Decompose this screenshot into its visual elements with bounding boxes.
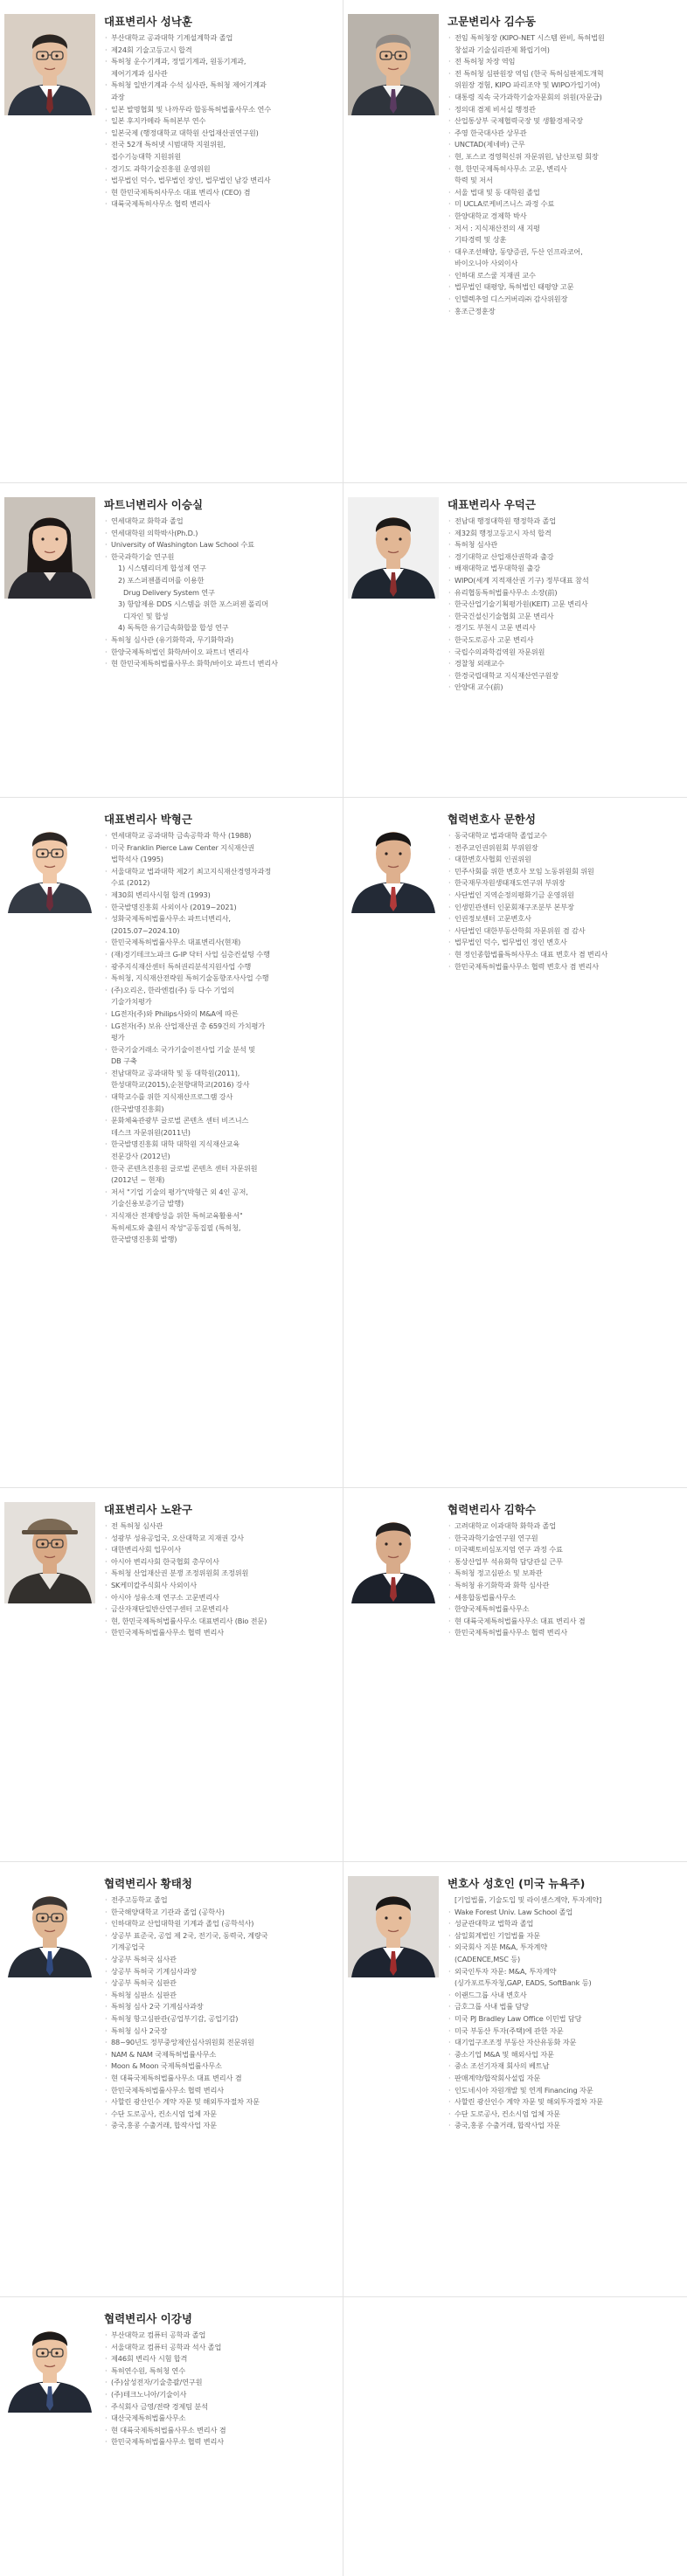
career-item: 4) 독특한 유기금속화합물 합성 연구 bbox=[118, 623, 229, 633]
career-item: · 특허청 심사 2국장 bbox=[104, 2025, 340, 2038]
career-item: · (주)테크노니아/기술이사 bbox=[104, 2389, 340, 2401]
career-item: · 중국,홍콩 수출거래, 합작사업 자문 bbox=[104, 2120, 340, 2132]
career-item: · (주)오리온, 한라엔컴(주) 등 다수 기업의 bbox=[104, 985, 340, 997]
career-item: · 연세대학교 공과대학 금속공학과 학사 (1988) bbox=[104, 830, 340, 842]
career-item: 과장 bbox=[111, 92, 125, 101]
profile-name: 대표변리사 성낙훈 bbox=[104, 15, 192, 28]
career-item: 기타경력 및 상훈 bbox=[455, 235, 507, 245]
career-list bbox=[104, 830, 340, 1246]
career-item: 바이오니아 사외이사 bbox=[455, 259, 518, 268]
profile-card bbox=[344, 0, 687, 482]
career-item: · 일본국제 (행정대학교 대학원 산업재산권연구원) bbox=[104, 128, 340, 140]
profile-card bbox=[0, 1488, 344, 1861]
career-item: · 현, 한민국제특허법률사무소 대표변리사 (Bio 전문) bbox=[104, 1616, 340, 1628]
career-item: · 특허청 항고심판관(공업부기감, 공업기감) bbox=[104, 2013, 340, 2025]
career-item: 디자인 및 합성 bbox=[123, 611, 169, 620]
career-item: · 법무법인 덕수, 법무법인 장인, 법무법인 남강 변리사 bbox=[104, 175, 340, 187]
profile-card bbox=[0, 798, 344, 1487]
career-item: · 특허청 산업재산권 분쟁 조정위원회 조정위원 bbox=[104, 1568, 340, 1580]
career-item: · 특허연수원, 특허청 연수 bbox=[104, 2365, 340, 2378]
career-item: · 중소기업 M&A 및 해외사업 자문 bbox=[448, 2049, 684, 2061]
career-item: · NAM & NAM 국제특허법률사무소 bbox=[104, 2049, 340, 2061]
career-item: · 인도네시아 자원개발 및 연계 Financing 자문 bbox=[448, 2085, 684, 2097]
career-item: · 현 대륙국제특허법률사무소 대표 변리사 겸 bbox=[448, 1616, 684, 1628]
career-item: 평가 bbox=[111, 1033, 125, 1042]
career-item: · 사단법인 지역순정의평화기금 운영위원 bbox=[448, 890, 684, 902]
career-item: · 제32회 행정고등고시 자석 합격 bbox=[448, 528, 684, 540]
career-item: · 제30회 변리사시험 합격 (1993) bbox=[104, 890, 340, 902]
profile-info bbox=[448, 497, 684, 694]
profile-info bbox=[104, 812, 340, 1246]
career-item: · 판매계약/합작회사설립 자문 bbox=[448, 2073, 684, 2085]
career-item: · 연세대학교 화학과 졸업 bbox=[104, 516, 340, 528]
career-item: · 현 대륙국제특허법률사무소 변리사 겸 bbox=[104, 2425, 340, 2437]
career-item: · 미국 Franklin Pierce Law Center 지식재산권 bbox=[104, 842, 340, 855]
career-item: · 인하대 로스쿨 지재권 교수 bbox=[448, 270, 684, 282]
career-item: · 세흥합동법률사무소 bbox=[448, 1592, 684, 1604]
career-item: · 미국 부동산 투자(주택)에 관한 자문 bbox=[448, 2025, 684, 2038]
career-item: · 전 특허청 심사관 bbox=[104, 1520, 340, 1533]
career-item: · 유리협동특허법률사무소 소장(前) bbox=[448, 587, 684, 599]
profile-name: 고문변리사 김수동 bbox=[448, 15, 536, 28]
career-item: · 인생민관센터 인문회재구조분부 본부장 bbox=[448, 902, 684, 914]
career-item: · 한경국립대학교 지식재산연구원장 bbox=[448, 670, 684, 682]
career-item: · 경기도 부천시 고문 변리사 bbox=[448, 622, 684, 634]
career-item: · 주영 한국대사관 상무관 bbox=[448, 128, 684, 140]
career-item: · 상공부 특허국 기계심사과장 bbox=[104, 1966, 340, 1978]
career-item: · 경기대학교 산업재산권학과 출강 bbox=[448, 551, 684, 564]
career-item: · 성균관대학교 법학과 졸업 bbox=[448, 1918, 684, 1930]
career-list bbox=[104, 2330, 340, 2448]
career-item: · 법무법인 태평양, 특허법인 태평양 고문 bbox=[448, 281, 684, 294]
career-item: (CADENCE,MSC 등) bbox=[455, 1954, 521, 1963]
profile-photo bbox=[4, 1502, 95, 1603]
career-item: · 전주교인권위원회 부위원장 bbox=[448, 842, 684, 855]
career-list bbox=[448, 1520, 684, 1639]
career-item: · 수단 도로공사, 컨소시엄 업체 자문 bbox=[448, 2109, 684, 2121]
career-item: · 한민국제특허법률사무소 협력 변호사 겸 변리사 bbox=[448, 961, 684, 973]
career-item: · 대한변호사협회 인권위원 bbox=[448, 854, 684, 866]
career-item: 위원장 경험, KIPO 파리조약 및 WIPO가입기여) bbox=[455, 80, 600, 90]
career-item: 한성대학교(2015),순천향대학교(2016) 강사 bbox=[111, 1080, 250, 1090]
career-item: · 산업통상부 국제협력국장 및 생활경제국장 bbox=[448, 115, 684, 128]
career-item: · 한국도로공사 고문 변리사 bbox=[448, 634, 684, 647]
career-item: · 한국발명진흥회 사외이사 (2019~2021) bbox=[104, 902, 340, 914]
career-item: · 한국재무자원생태재도연구위 부위장 bbox=[448, 877, 684, 890]
career-item: · 지식재산 전재방성을 위한 특허교육활용서" bbox=[104, 1210, 340, 1222]
career-item: · 전 특허청 차장 역임 bbox=[448, 56, 684, 68]
career-item: · 동국대학교 법과대학 졸업교수 bbox=[448, 830, 684, 842]
career-item: · 주식회사 금영/전략 경제팀 분석 bbox=[104, 2401, 340, 2413]
career-item: · UNCTAD(제네바) 근무 bbox=[448, 139, 684, 151]
profile-card bbox=[0, 0, 344, 482]
profile-card bbox=[344, 483, 687, 797]
career-item: · 한민국제특허법률사무소 협력 변리사 bbox=[448, 1627, 684, 1639]
career-item: 1) 시스템리더계 합성제 연구 bbox=[118, 564, 206, 573]
career-item: · University of Washington Law School 수료 bbox=[104, 539, 340, 551]
career-list bbox=[448, 1894, 684, 2132]
career-item: · 서울 법대 및 동 대학원 졸업 bbox=[448, 187, 684, 199]
career-item: · 현, 한민국제특허사무소 고문, 변리사 bbox=[448, 163, 684, 176]
career-item: · 대학교수를 위한 지식재산프로그램 강사 bbox=[104, 1091, 340, 1104]
career-item: · 특허청 정고심판소 및 보좌관 bbox=[448, 1568, 684, 1580]
career-item: · 중국,홍콩 수출거래, 합작사업 자문 bbox=[448, 2120, 684, 2132]
career-item: · 사단법인 대한부동산학회 자문위원 겸 감사 bbox=[448, 925, 684, 938]
profile-photo bbox=[348, 1876, 439, 1977]
career-item: · 중소 조선기자재 회사의 베트남 bbox=[448, 2060, 684, 2073]
career-item: 기술신용보증기금 발행) bbox=[111, 1199, 184, 1208]
career-item: · 성광부 성유공업국, 오산대학교 지재권 강사 bbox=[104, 1533, 340, 1545]
career-item: · 삼일회계법인 기업법률 자문 bbox=[448, 1930, 684, 1942]
career-item: 법학석사 (1995) bbox=[111, 855, 163, 864]
career-item: · 한민국제특허법률사무소 협력 변리사 bbox=[104, 2085, 340, 2097]
career-item: · 홍조근정훈장 bbox=[448, 306, 684, 318]
profile-photo bbox=[4, 497, 95, 599]
career-item: · LG전자(주) 보유 산업재산권 총 659건의 가치평가 bbox=[104, 1021, 340, 1033]
career-item: · 일본 발명협회 및 나까무라 합동특허법률사무소 연수 bbox=[104, 104, 340, 116]
career-item: 데스크 자문위원(2011년) bbox=[111, 1127, 191, 1137]
career-item: · 미국팩토비심포지엄 연구 과정 수료 bbox=[448, 1544, 684, 1556]
career-item: · 외국인투자 자문: M&A, 투자계약 bbox=[448, 1966, 684, 1978]
career-item: · 광주지식재산센터 특허권리분석지원사업 수행 bbox=[104, 961, 340, 973]
profile-name: 변호사 성호인 (미국 뉴욕주) bbox=[448, 1877, 586, 1890]
career-item: · 배재대학교 법무대학원 출강 bbox=[448, 563, 684, 575]
career-item: · 특허청 운수기계과, 정밀기계과, 원동기계과, bbox=[104, 56, 340, 68]
career-item: · 전 특허청 심판원장 역임 (한국 특허심판제도개혁 bbox=[448, 68, 684, 80]
profile-info bbox=[448, 14, 684, 317]
career-item: · SK케미칼주식회사 사외이사 bbox=[104, 1580, 340, 1592]
career-item: · 경찰청 외래교수 bbox=[448, 658, 684, 670]
career-item: · WIPO(세계 지적재산권 기구) 정부대표 참석 bbox=[448, 575, 684, 587]
career-item: · (재)경기테크노파크 G-IP 닥터 사업 심층컨설팅 수행 bbox=[104, 949, 340, 961]
career-item: 학력 및 저서 bbox=[455, 176, 493, 185]
career-item: · 한국산업기술기획평가원(KEIT) 고문 변리사 bbox=[448, 599, 684, 611]
profile-card bbox=[344, 798, 687, 1487]
profile-photo bbox=[4, 1876, 95, 1977]
career-item: · 특허청 일반기계과 수석 심사관, 특허청 제어기계과 bbox=[104, 80, 340, 92]
career-item: · 한양국제특허법인 화학/바이오 파트너 변리사 bbox=[104, 647, 340, 659]
career-item: · 현 한민국제특허법률사무소 화학/바이오 파트너 변리사 bbox=[104, 658, 340, 670]
profile-photo bbox=[348, 812, 439, 913]
career-item: · 대우조선해양, 동양증권, 두산 인프라코어, bbox=[448, 246, 684, 259]
career-item: (2012년 ~ 현재) bbox=[111, 1175, 165, 1185]
career-list bbox=[448, 516, 684, 694]
career-item: · 안양대 교수(前) bbox=[448, 682, 684, 694]
profile-photo bbox=[4, 14, 95, 115]
career-item: 특허세도와 출원서 작성"공동집필 (특허청, bbox=[111, 1222, 241, 1232]
profile-info bbox=[104, 497, 340, 670]
career-list bbox=[448, 32, 684, 317]
career-item: 3) 항암제용 DDS 시스템을 위한 포스퍼젠 폴리머 bbox=[118, 599, 269, 609]
career-item: 기술가치평가 bbox=[111, 997, 152, 1007]
career-item: · 현 정인종합법률특허사무소 대표 변호사 겸 변리사 bbox=[448, 949, 684, 961]
profile-photo bbox=[348, 14, 439, 115]
career-item: · 전주고등학교 졸업 bbox=[104, 1894, 340, 1907]
career-list bbox=[104, 516, 340, 670]
career-item: · 미국 PJ Bradley Law Office 이민법 담당 bbox=[448, 2013, 684, 2025]
career-item: (한국발명진흥회) bbox=[111, 1104, 164, 1113]
career-item: 제어기계과 심사관 bbox=[111, 68, 168, 78]
career-item: · 저서 : 지식재산전의 새 지평 bbox=[448, 223, 684, 235]
profile-name: 협력변리사 이강녕 bbox=[104, 2312, 192, 2325]
profile-name: 협력변리사 김학수 bbox=[448, 1503, 536, 1516]
career-item: · 현 대륙국제특허법률사무소 대표 변리사 겸 bbox=[104, 2073, 340, 2085]
career-item: · (주)삼성전자/기술총괄/연구원 bbox=[104, 2377, 340, 2389]
career-item: · 국립수의과학검역원 자문위원 bbox=[448, 647, 684, 659]
career-item: · 저서 "기업 기술의 평가"(박형근 외 4인 공저, bbox=[104, 1187, 340, 1199]
career-item: · 상공부 특허국 심사관 bbox=[104, 1954, 340, 1966]
profile-info bbox=[448, 1876, 684, 2132]
profile-photo bbox=[348, 497, 439, 599]
career-item: · 금호그룹 사내 법률 담당 bbox=[448, 2001, 684, 2013]
career-item: · 한국발명진흥회 대학 대학원 지식재산교육 bbox=[104, 1139, 340, 1151]
career-item: · 특허청 유기화학과 화학 심사관 bbox=[448, 1580, 684, 1592]
career-item: · 대기업구조조정 부동산 자산유동화 자문 bbox=[448, 2037, 684, 2049]
career-item: · 사할린 광산인수 계약 자문 및 해외투자절차 자문 bbox=[104, 2096, 340, 2109]
career-item: · 민주사회를 위한 변호사 모임 노동위원회 위원 bbox=[448, 866, 684, 878]
career-item: · 성화국제특허법률사무소 파트너변리사, bbox=[104, 913, 340, 925]
career-item: 수료 (2012) bbox=[111, 878, 150, 888]
career-item: · 외국회사 지분 M&A, 투자계약 bbox=[448, 1942, 684, 1954]
career-item: · 대산국제특허법률사무소 bbox=[104, 2413, 340, 2425]
profile-card bbox=[344, 1862, 687, 2296]
profile-info bbox=[104, 1876, 340, 2132]
career-item: · 88~90년도 정부중앙제안심사위원회 전문위원 bbox=[104, 2037, 340, 2049]
profile-info bbox=[104, 2311, 340, 2448]
profile-info bbox=[104, 14, 340, 211]
career-item: · 대통령 직속 국가과학기술자문회의 위원(자문급) bbox=[448, 92, 684, 104]
profile-name: 대표변리사 우덕근 bbox=[448, 498, 536, 511]
profile-name: 협력변리사 황태청 bbox=[104, 1877, 192, 1890]
career-list bbox=[448, 830, 684, 973]
profile-card bbox=[344, 1488, 687, 1861]
profile-card bbox=[0, 1862, 344, 2296]
career-list bbox=[104, 32, 340, 211]
career-item: · Moon & Moon 국제특허법률사무소 bbox=[104, 2060, 340, 2073]
career-item: · 한양대학교 경제학 박사 bbox=[448, 211, 684, 223]
career-item: · 전국 52개 특허넷 시범대학 지원위원, bbox=[104, 139, 340, 151]
career-item: 2) 포스퍼젠플리머를 이용한 bbox=[118, 575, 205, 585]
career-item: · 제46회 변리사 시험 합격 bbox=[104, 2353, 340, 2365]
career-item: · 한국해양대학교 기관과 졸업 (공학사) bbox=[104, 1907, 340, 1919]
career-item: · 정의대 겸제 비서실 행정관 bbox=[448, 104, 684, 116]
career-item: · 문화체육관광부 글로벌 콘텐츠 센터 비즈니스 bbox=[104, 1115, 340, 1127]
career-item: · 한민국제특허법률사무소 협력 변리사 bbox=[104, 2436, 340, 2448]
career-item: · 이랜드그룹 사내 변호사 bbox=[448, 1990, 684, 2002]
career-item: · 대한변리사회 업무이사 bbox=[104, 1544, 340, 1556]
career-item: · 한양국제특허법률사무소 bbox=[448, 1603, 684, 1616]
career-item: · 한국과학기술 연구원 bbox=[104, 551, 340, 564]
profile-info bbox=[448, 1502, 684, 1639]
career-item: · 상공부 특허국 심판관 bbox=[104, 1977, 340, 1990]
career-item: (2015.07~2024.10) bbox=[111, 925, 180, 935]
career-item: 접수기능대학 지원위원 bbox=[111, 151, 182, 161]
career-item: · 부산대학교 공과대학 기계설계학과 졸업 bbox=[104, 32, 340, 45]
career-item: · 일본 후지카메라 특허본부 연수 bbox=[104, 115, 340, 128]
career-item: · 특허청 심사관 (유기화학과, 무기화학과) bbox=[104, 634, 340, 647]
career-item: · 제24회 기술고등고시 합격 bbox=[104, 45, 340, 57]
career-item: · 수단 도로공사, 컨소시엄 업체 자문 bbox=[104, 2109, 340, 2121]
career-item: 기계공업국 bbox=[111, 1942, 145, 1952]
career-item: 창설과 기술심리관제 확립기여) bbox=[455, 45, 550, 54]
career-item: · 서울대학교 컴퓨터 공학과 석사 졸업 bbox=[104, 2342, 340, 2354]
profile-photo bbox=[4, 2311, 95, 2413]
career-item: · 통상산업부 석유화학 담당관실 근무 bbox=[448, 1556, 684, 1568]
career-item: · 특허청, 지식재산전략원 특허기술동향조사사업 수행 bbox=[104, 973, 340, 985]
career-list bbox=[104, 1894, 340, 2132]
profile-info bbox=[448, 812, 684, 973]
career-item: · 대륙국제특허사무소 협력 변리사 bbox=[104, 198, 340, 211]
career-item: · 인권정보센터 고문변호사 bbox=[448, 913, 684, 925]
career-item: · 미 UCLA로케비즈니스 과정 수료 bbox=[448, 198, 684, 211]
career-item: · 한국 콘텐츠진흥원 글로벌 콘텐츠 센터 자문위원 bbox=[104, 1163, 340, 1175]
career-item: (싱가포르투자청,GAP, EADS, SoftBank 등) bbox=[455, 1978, 592, 1988]
career-item: · 사할린 광산인수 계약 자문 및 해외투자절차 자문 bbox=[448, 2096, 684, 2109]
career-item: 한국발명진흥회 발행) bbox=[111, 1235, 177, 1244]
career-item: · 아시아 변리사회 한국협회 총무이사 bbox=[104, 1556, 340, 1568]
profile-name: 협력변호사 문한성 bbox=[448, 813, 536, 826]
profile-info bbox=[104, 1502, 340, 1639]
career-item: · 전남대학교 공과대학 및 동 대학원(2011), bbox=[104, 1068, 340, 1080]
career-item: · 한민국제특허법률사무소 협력 변리사 bbox=[104, 1627, 340, 1639]
career-item: · 아시아 성유소재 연구소 고문변리사 bbox=[104, 1592, 340, 1604]
career-item: · 금산자재단일반산연구센터 고문변리사 bbox=[104, 1603, 340, 1616]
career-item: · 법무법인 덕수, 법무법인 정인 변호사 bbox=[448, 937, 684, 949]
career-item: Drug Delivery System 연구 bbox=[123, 587, 215, 597]
career-item: · 연세대학원 의학박사(Ph.D.) bbox=[104, 528, 340, 540]
career-item: · 특허청 심사관 bbox=[448, 539, 684, 551]
career-item: 전문강사 (2012년) bbox=[111, 1152, 170, 1161]
career-item: · 전남대 행정대학원 행정학과 졸업 bbox=[448, 516, 684, 528]
profile-name: 대표변리사 박형근 bbox=[104, 813, 192, 826]
career-item: · 한국과학기술연구원 연구원 bbox=[448, 1533, 684, 1545]
profile-photo bbox=[348, 1502, 439, 1603]
career-item: [기업법률, 기술도입 및 라이센스계약, 투자계약] bbox=[455, 1895, 602, 1904]
career-list bbox=[104, 1520, 340, 1639]
career-item: · 경기도 과학기술진흥원 운영위원 bbox=[104, 163, 340, 176]
career-item: · 현 한민국제특허사무소 대표 변리사 (CEO) 겸 bbox=[104, 187, 340, 199]
profile-photo bbox=[4, 812, 95, 913]
career-item: · 전임 특허청장 (KIPO-NET 시스템 완비, 특허법원 bbox=[448, 32, 684, 45]
career-item: · 한국건설신기술협회 고문 변리사 bbox=[448, 611, 684, 623]
career-item: · 한국기술거래소 국가기술이전사업 기술 분석 및 bbox=[104, 1044, 340, 1056]
career-item: · 한민국제특허법률사무소 대표변리사(현재) bbox=[104, 937, 340, 949]
profile-card bbox=[0, 2297, 344, 2576]
career-item: · 특허청 심판소 심판관 bbox=[104, 1990, 340, 2002]
career-item: · Wake Forest Univ. Law School 졸업 bbox=[448, 1907, 684, 1919]
career-item: · 현, 포스코 경영혁신위 자문위원, 남산포럼 회장 bbox=[448, 151, 684, 163]
career-item: · 부산대학교 컴퓨터 공학과 졸업 bbox=[104, 2330, 340, 2342]
career-item: DB 구축 bbox=[111, 1056, 137, 1066]
profile-card bbox=[0, 483, 344, 797]
career-item: · 고려대학교 이과대학 화학과 졸업 bbox=[448, 1520, 684, 1533]
career-item: · 인텔렉추얼 디스커버리㈜ 감사위원장 bbox=[448, 294, 684, 306]
career-item: · 인하대학교 산업대학원 기계과 졸업 (공학석사) bbox=[104, 1918, 340, 1930]
career-item: · 상공부 표준국, 공업 제 2국, 전기국, 동력국, 계량국 bbox=[104, 1930, 340, 1942]
profile-name: 대표변리사 노완구 bbox=[104, 1503, 192, 1516]
career-item: · 서울대학교 법과대학 제2기 최고지식재산경영자과정 bbox=[104, 866, 340, 878]
career-item: · LG전자(주)와 Philips사와의 M&A에 따른 bbox=[104, 1008, 340, 1021]
profile-name: 파트너변리사 이승실 bbox=[104, 498, 204, 511]
career-item: · 특허청 심사 2국 기계심사과장 bbox=[104, 2001, 340, 2013]
